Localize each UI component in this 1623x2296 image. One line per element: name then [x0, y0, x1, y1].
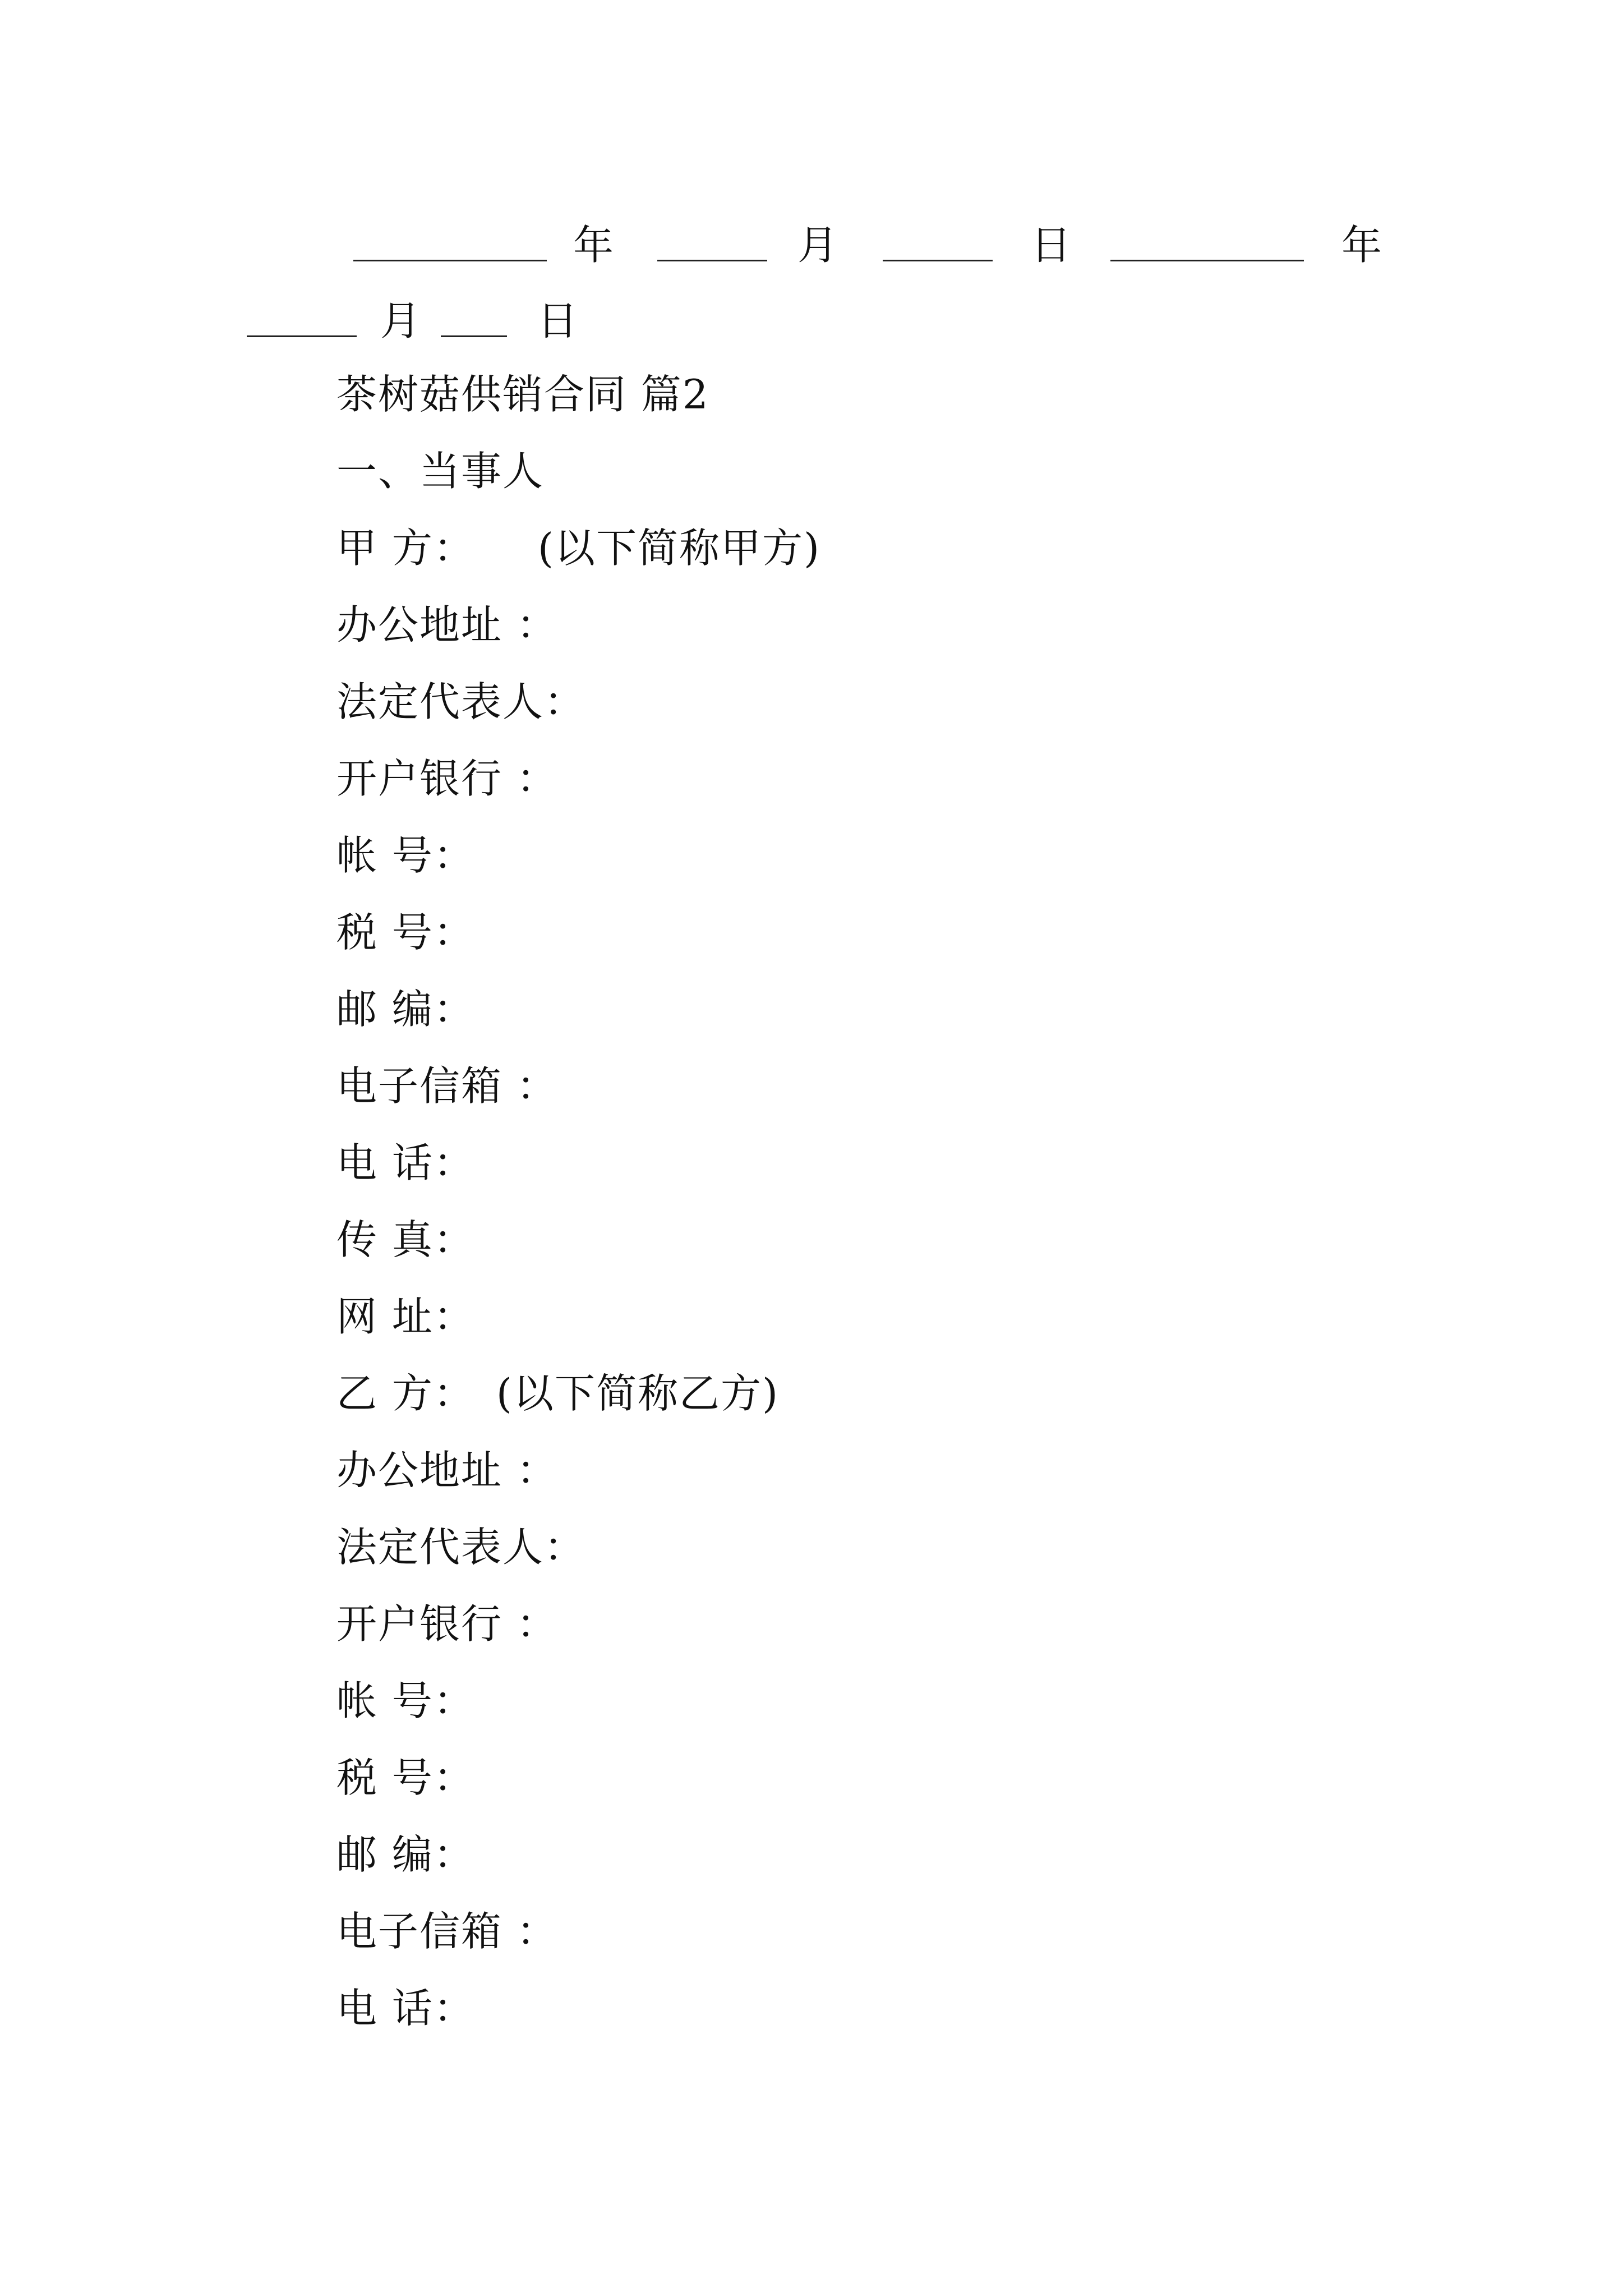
party-b-bank: 开户银行 ：	[336, 1600, 558, 1648]
blank-year-1	[353, 260, 547, 261]
party-a-email: 电子信箱 ：	[336, 1062, 558, 1110]
party-a-phone: 电 话：	[336, 1139, 475, 1186]
date-day-label-1: 日	[1031, 222, 1072, 269]
party-a-account: 帐 号：	[336, 832, 475, 879]
date-month-label-2: 月	[380, 297, 421, 344]
date-year-label-1: 年	[573, 222, 614, 269]
party-b-postcode: 邮 编：	[336, 1831, 475, 1878]
party-b-address: 办公地址 ：	[336, 1447, 558, 1494]
contract-body	[336, 369, 1458, 2060]
party-a-bank: 开户银行 ：	[336, 755, 558, 802]
date-year-label-2: 年	[1341, 222, 1382, 269]
party-b-account: 帐 号：	[336, 1677, 475, 1724]
party-b-line: 乙 方： (以下简称乙方)	[336, 1370, 780, 1417]
blank-month-1	[657, 260, 767, 261]
blank-day-1	[883, 260, 993, 261]
date-day-label-2: 日	[537, 297, 578, 344]
party-a-postcode: 邮 编：	[336, 986, 475, 1033]
parties-heading: 一、当事人	[336, 448, 545, 495]
party-a-legal-rep: 法定代表人：	[336, 678, 586, 725]
party-a-tax-id: 税 号：	[336, 909, 475, 956]
party-a-address: 办公地址 ：	[336, 601, 558, 648]
party-b-legal-rep: 法定代表人：	[336, 1524, 586, 1571]
blank-day-2	[441, 335, 507, 337]
party-b-email: 电子信箱 ：	[336, 1908, 558, 1955]
party-a-website: 网 址：	[336, 1293, 475, 1340]
date-month-label-1: 月	[797, 222, 838, 269]
party-b-phone: 电 话：	[336, 1985, 475, 2032]
party-a-line: 甲 方： (以下简称甲方)	[336, 524, 821, 572]
party-b-tax-id: 税 号：	[336, 1754, 475, 1801]
section-title: 茶树菇供销合同 篇2	[336, 371, 709, 418]
party-a-fax: 传 真：	[336, 1216, 475, 1263]
blank-year-2	[1110, 260, 1304, 261]
blank-month-2	[247, 335, 357, 337]
